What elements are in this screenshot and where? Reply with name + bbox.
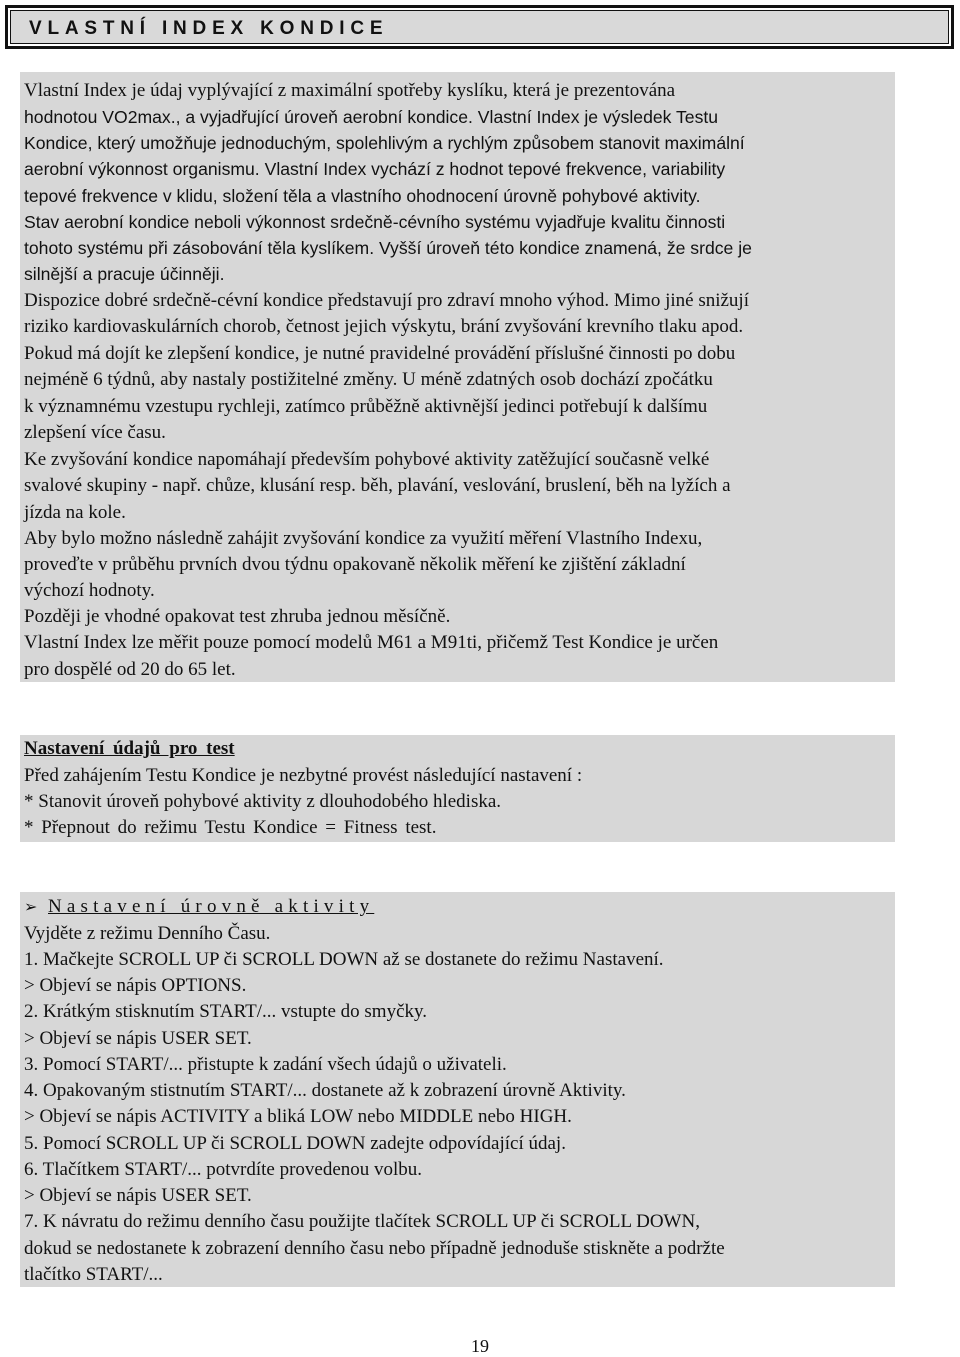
activity-line: dokud se nedostanete k zobrazení denního času nebo případně jednoduše stiskněte a podržte — [24, 1238, 725, 1259]
settings-line: * Přepnout do režimu Testu Kondice = Fitness test. — [24, 817, 437, 838]
activity-line: 5. Pomocí SCROLL UP či SCROLL DOWN zadejte odpovídající údaj. — [24, 1133, 566, 1154]
activity-line: Vyjděte z režimu Denního Času. — [24, 923, 271, 944]
activity-line: 4. Opakovaným stistnutím START/... dostanete až k zobrazení úrovně Aktivity. — [24, 1080, 626, 1101]
page-number: 19 — [471, 1336, 489, 1356]
activity-line: 3. Pomocí START/... přistupte k zadání všech údajů o uživateli. — [24, 1054, 507, 1075]
intro-line: Stav aerobní kondice neboli výkonnost srdečně-cévního systému vyjadřuje kvalitu činnosti — [24, 212, 726, 232]
intro-line: Ke zvyšování kondice napomáhají především pohybové aktivity zatěžující současně velké — [24, 449, 710, 470]
intro-line: Později je vhodné opakovat test zhruba jednou měsíčně. — [24, 606, 451, 627]
title-banner — [10, 10, 949, 44]
activity-line: 2. Krátkým stisknutím START/... vstupte do smyčky. — [24, 1001, 428, 1022]
intro-line: zlepšení více času. — [24, 422, 166, 443]
settings-heading: Nastavení údajů pro test — [24, 738, 235, 759]
intro-line: aerobní výkonnost organismu. Vlastní Index vychází z hodnot tepové frekvence, variability — [24, 159, 726, 179]
intro-line: Aby bylo možno následně zahájit zvyšování kondice za využití měření Vlastního Indexu, — [24, 528, 703, 549]
settings-line: * Stanovit úroveň pohybové aktivity z dlouhodobého hlediska. — [24, 791, 502, 812]
intro-line: tohoto systému při zásobování těla kyslíkem. Vyšší úroveň této kondice znamená, že srdce je — [24, 238, 752, 258]
intro-line: Vlastní Index je údaj vyplývající z maximální spotřeby kyslíku, která je prezentována — [24, 80, 676, 101]
activity-line: 1. Mačkejte SCROLL UP či SCROLL DOWN až se dostanete do režimu Nastavení. — [24, 949, 664, 970]
activity-heading-row — [24, 896, 374, 919]
intro-line: k významnému vzestupu rychleji, zatímco průběžně aktivnější jedinci potřebují k dalšímu — [24, 396, 708, 417]
activity-line: 6. Tlačítkem START/... potvrdíte provedenou volbu. — [24, 1159, 423, 1180]
intro-line: tepové frekvence v klidu, složení těla a vlastního ohodnocení úrovně pohybové aktivity. — [24, 186, 701, 206]
page-title: VLASTNÍ INDEX KONDICE — [29, 18, 389, 39]
arrow-bullet-icon: ➢ — [24, 899, 38, 916]
intro-line: pro dospělé od 20 do 65 let. — [24, 659, 236, 680]
activity-line: 7. K návratu do režimu denního času použijte tlačítek SCROLL UP či SCROLL DOWN, — [24, 1211, 700, 1232]
activity-line: > Objeví se nápis USER SET. — [24, 1028, 252, 1049]
settings-line: Před zahájením Testu Kondice je nezbytné provést následující nastavení : — [24, 765, 583, 786]
intro-line: proveďte v průběhu prvních dvou týdnu opakovaně několik měření ke zjištění základní — [24, 554, 686, 575]
intro-line: silnější a pracuje účinněji. — [24, 264, 225, 284]
activity-heading: Nastavení úrovně aktivity — [48, 896, 375, 917]
intro-line: riziko kardiovaskulárních chorob, četnost jejich výskytu, brání zvyšování krevního tlaku apod. — [24, 316, 744, 337]
activity-line: > Objeví se nápis USER SET. — [24, 1185, 252, 1206]
title-box — [5, 5, 954, 49]
intro-line: nejméně 6 týdnů, aby nastaly postižitelné změny. U méně zdatných osob dochází zpočátku — [24, 369, 713, 390]
intro-line: Vlastní Index lze měřit pouze pomocí modelů M61 a M91ti, přičemž Test Kondice je určen — [24, 632, 719, 653]
activity-line: tlačítko START/... — [24, 1264, 163, 1285]
intro-line: jízda na kole. — [24, 502, 126, 523]
intro-line: výchozí hodnoty. — [24, 580, 155, 601]
intro-line: Pokud má dojít ke zlepšení kondice, je nutné pravidelné provádění příslušné činnosti po dobu — [24, 343, 736, 364]
intro-line: Dispozice dobré srdečně-cévní kondice představují pro zdraví mnoho výhod. Mimo jiné snižují — [24, 290, 749, 311]
intro-line: hodnotou VO2max., a vyjadřující úroveň aerobní kondice. Vlastní Index je výsledek Testu — [24, 107, 719, 127]
activity-line: > Objeví se nápis ACTIVITY a bliká LOW nebo MIDDLE nebo HIGH. — [24, 1106, 572, 1127]
activity-line: > Objeví se nápis OPTIONS. — [24, 975, 247, 996]
intro-line: Kondice, který umožňuje jednoduchým, spolehlivým a rychlým způsobem stanovit maximální — [24, 133, 745, 153]
intro-line: svalové skupiny - např. chůze, klusání resp. běh, plavání, veslování, bruslení, běh na lyžích a — [24, 475, 731, 496]
